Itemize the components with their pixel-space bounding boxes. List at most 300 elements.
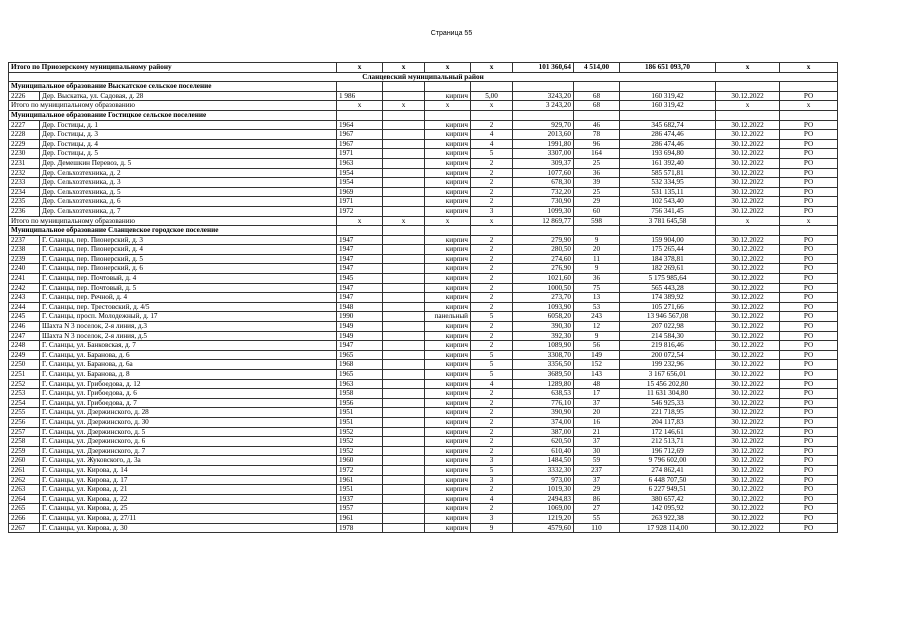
year-cell: 1951 bbox=[337, 417, 383, 427]
year-cell: 1961 bbox=[337, 475, 383, 485]
area-cell: 1219,20 bbox=[513, 513, 574, 523]
address-cell: Дер. Сельхозтехника, д. 3 bbox=[40, 178, 337, 188]
cost-cell: 182 269,61 bbox=[620, 264, 716, 274]
material-cell: панельный bbox=[425, 312, 471, 322]
table-row bbox=[9, 513, 838, 523]
year-cell: 1951 bbox=[337, 485, 383, 495]
repair-year-cell bbox=[383, 475, 425, 485]
area-cell: 620,50 bbox=[513, 437, 574, 447]
cost-cell: 207 022,98 bbox=[620, 322, 716, 332]
material-cell: кирпич bbox=[425, 274, 471, 284]
mode-cell: РО bbox=[780, 312, 838, 322]
table-row bbox=[9, 331, 838, 341]
residents-cell: 110 bbox=[574, 523, 620, 533]
residents-cell: 46 bbox=[574, 120, 620, 130]
table-row bbox=[9, 322, 838, 332]
date-cell: 30.12.2022 bbox=[716, 456, 780, 466]
year-cell: 1947 bbox=[337, 245, 383, 255]
section-total-row bbox=[9, 101, 838, 111]
address-cell: Г. Сланцы, пер. Пионерский, д. 4 bbox=[40, 245, 337, 255]
date-cell: 30.12.2022 bbox=[716, 408, 780, 418]
area-cell: 973,00 bbox=[513, 475, 574, 485]
address-cell: Г. Сланцы, ул. Кирова, д. 27/11 bbox=[40, 513, 337, 523]
mode-cell: РО bbox=[780, 331, 838, 341]
row-number: 2253 bbox=[9, 389, 40, 399]
date-cell: 30.12.2022 bbox=[716, 360, 780, 370]
address-cell: Г. Сланцы, ул. Грибоедова, д. 6 bbox=[40, 389, 337, 399]
empty-cell bbox=[471, 110, 513, 120]
repair-year-cell bbox=[383, 494, 425, 504]
mode-cell: РО bbox=[780, 523, 838, 533]
cost-cell: 159 904,00 bbox=[620, 235, 716, 245]
area-cell: 732,20 bbox=[513, 187, 574, 197]
cost-cell: 756 341,45 bbox=[620, 206, 716, 216]
date-cell: 30.12.2022 bbox=[716, 465, 780, 475]
material-cell: кирпич bbox=[425, 446, 471, 456]
table-row bbox=[9, 302, 838, 312]
floors-cell: 2 bbox=[471, 398, 513, 408]
mode-cell: РО bbox=[780, 187, 838, 197]
area-cell: 1099,30 bbox=[513, 206, 574, 216]
area-cell: 730,90 bbox=[513, 197, 574, 207]
residents-cell: 53 bbox=[574, 302, 620, 312]
year-cell: 1954 bbox=[337, 178, 383, 188]
repair-year-cell bbox=[383, 149, 425, 159]
year-cell: 1964 bbox=[337, 120, 383, 130]
floors-cell: 5 bbox=[471, 350, 513, 360]
table-row bbox=[9, 91, 838, 101]
cost-cell: 212 513,71 bbox=[620, 437, 716, 447]
mode-cell: РО bbox=[780, 504, 838, 514]
floors-cell: 2 bbox=[471, 158, 513, 168]
residents-cell: 78 bbox=[574, 130, 620, 140]
empty-cell bbox=[716, 226, 780, 236]
cost-cell: 263 922,38 bbox=[620, 513, 716, 523]
row-number: 2255 bbox=[9, 408, 40, 418]
row-number: 2245 bbox=[9, 312, 40, 322]
date-cell: 30.12.2022 bbox=[716, 168, 780, 178]
material-cell: кирпич bbox=[425, 513, 471, 523]
cost-cell: 142 095,92 bbox=[620, 504, 716, 514]
total-label: Итого по муниципальному образованию bbox=[9, 216, 337, 226]
residents-cell: 17 bbox=[574, 389, 620, 399]
area-cell: 2494,83 bbox=[513, 494, 574, 504]
floors-cell: 2 bbox=[471, 341, 513, 351]
row-number: 2265 bbox=[9, 504, 40, 514]
cost-cell: 531 135,11 bbox=[620, 187, 716, 197]
table-cell: 12 869,77 bbox=[513, 216, 574, 226]
table-cell: 160 319,42 bbox=[620, 101, 716, 111]
repair-year-cell bbox=[383, 293, 425, 303]
table-row bbox=[9, 427, 838, 437]
address-cell: Г. Сланцы, ул. Кирова, д. 17 bbox=[40, 475, 337, 485]
residents-cell: 56 bbox=[574, 341, 620, 351]
table-cell: 3 243,20 bbox=[513, 101, 574, 111]
date-cell: 30.12.2022 bbox=[716, 139, 780, 149]
date-cell: 30.12.2022 bbox=[716, 274, 780, 284]
year-cell: 1965 bbox=[337, 350, 383, 360]
floors-cell: 2 bbox=[471, 485, 513, 495]
date-cell: 30.12.2022 bbox=[716, 331, 780, 341]
year-cell: 1947 bbox=[337, 235, 383, 245]
floors-cell: 2 bbox=[471, 120, 513, 130]
row-number: 2248 bbox=[9, 341, 40, 351]
residents-cell: 59 bbox=[574, 456, 620, 466]
floors-cell: 2 bbox=[471, 302, 513, 312]
empty-cell bbox=[620, 226, 716, 236]
address-cell: Г. Сланцы, ул. Баранова, д. 8 bbox=[40, 370, 337, 380]
year-cell: 1954 bbox=[337, 168, 383, 178]
year-cell: 1990 bbox=[337, 312, 383, 322]
year-cell: 1969 bbox=[337, 187, 383, 197]
mode-cell: РО bbox=[780, 91, 838, 101]
section-title-row bbox=[9, 110, 838, 120]
date-cell: 30.12.2022 bbox=[716, 504, 780, 514]
table-cell: x bbox=[780, 216, 838, 226]
material-cell: кирпич bbox=[425, 139, 471, 149]
row-number: 2230 bbox=[9, 149, 40, 159]
area-cell: 1484,50 bbox=[513, 456, 574, 466]
residents-cell: 11 bbox=[574, 254, 620, 264]
table-row bbox=[9, 312, 838, 322]
cost-cell: 219 816,46 bbox=[620, 341, 716, 351]
repair-year-cell bbox=[383, 465, 425, 475]
residents-cell: 9 bbox=[574, 331, 620, 341]
area-cell: 1021,60 bbox=[513, 274, 574, 284]
table-row bbox=[9, 475, 838, 485]
floors-cell: 2 bbox=[471, 331, 513, 341]
table-row bbox=[9, 158, 838, 168]
material-cell: кирпич bbox=[425, 465, 471, 475]
date-cell: 30.12.2022 bbox=[716, 437, 780, 447]
year-cell: 1947 bbox=[337, 254, 383, 264]
area-cell: 280,50 bbox=[513, 245, 574, 255]
year-cell: 1965 bbox=[337, 370, 383, 380]
empty-cell bbox=[337, 82, 383, 92]
year-cell: 1947 bbox=[337, 283, 383, 293]
residents-cell: 20 bbox=[574, 245, 620, 255]
table-cell: x bbox=[716, 101, 780, 111]
material-cell: кирпич bbox=[425, 437, 471, 447]
year-cell: 1958 bbox=[337, 389, 383, 399]
table-row bbox=[9, 389, 838, 399]
year-cell: 1952 bbox=[337, 427, 383, 437]
row-number: 2252 bbox=[9, 379, 40, 389]
table-cell: x bbox=[780, 101, 838, 111]
residents-cell: 25 bbox=[574, 158, 620, 168]
area-cell: 776,10 bbox=[513, 398, 574, 408]
address-cell: Г. Сланцы, ул. Баранова, д. 6 bbox=[40, 350, 337, 360]
table-row bbox=[9, 197, 838, 207]
cost-cell: 13 946 567,08 bbox=[620, 312, 716, 322]
residents-cell: 20 bbox=[574, 408, 620, 418]
table-body bbox=[9, 63, 838, 533]
floors-cell: 2 bbox=[471, 293, 513, 303]
mode-cell: РО bbox=[780, 293, 838, 303]
residents-cell: 9 bbox=[574, 235, 620, 245]
table-row bbox=[9, 120, 838, 130]
repair-year-cell bbox=[383, 341, 425, 351]
area-cell: 929,70 bbox=[513, 120, 574, 130]
area-cell: 3307,00 bbox=[513, 149, 574, 159]
row-number: 2226 bbox=[9, 91, 40, 101]
floors-cell: 2 bbox=[471, 283, 513, 293]
area-cell: 1991,80 bbox=[513, 139, 574, 149]
repair-year-cell bbox=[383, 283, 425, 293]
mode-cell: РО bbox=[780, 341, 838, 351]
floors-cell: 5 bbox=[471, 312, 513, 322]
table-cell: x bbox=[337, 216, 383, 226]
table-cell: 68 bbox=[574, 101, 620, 111]
date-cell: 30.12.2022 bbox=[716, 254, 780, 264]
address-cell: Дер. Сельхозтехника, д. 2 bbox=[40, 168, 337, 178]
date-cell: 30.12.2022 bbox=[716, 370, 780, 380]
address-cell: Г. Сланцы, пер. Речной, д. 4 bbox=[40, 293, 337, 303]
area-cell: 1077,60 bbox=[513, 168, 574, 178]
table-row bbox=[9, 370, 838, 380]
row-number: 2249 bbox=[9, 350, 40, 360]
year-cell: 1968 bbox=[337, 360, 383, 370]
housing-table bbox=[8, 62, 838, 533]
address-cell: Г. Сланцы, ул. Дзержинского, д. 30 bbox=[40, 417, 337, 427]
area-cell: 4579,60 bbox=[513, 523, 574, 533]
mode-cell: РО bbox=[780, 120, 838, 130]
floors-cell: 5 bbox=[471, 360, 513, 370]
year-cell: 1945 bbox=[337, 274, 383, 284]
material-cell: кирпич bbox=[425, 149, 471, 159]
repair-year-cell bbox=[383, 254, 425, 264]
material-cell: кирпич bbox=[425, 206, 471, 216]
table-row bbox=[9, 206, 838, 216]
date-cell: 30.12.2022 bbox=[716, 379, 780, 389]
table-row bbox=[9, 293, 838, 303]
date-cell: 30.12.2022 bbox=[716, 485, 780, 495]
residents-cell: 86 bbox=[574, 494, 620, 504]
empty-cell bbox=[425, 110, 471, 120]
residents-cell: 25 bbox=[574, 187, 620, 197]
table-row bbox=[9, 398, 838, 408]
mode-cell: РО bbox=[780, 370, 838, 380]
address-cell: Г. Сланцы, ул. Кирова, д. 14 bbox=[40, 465, 337, 475]
residents-cell: 9 bbox=[574, 264, 620, 274]
row-number: 2236 bbox=[9, 206, 40, 216]
residents-cell: 12 bbox=[574, 322, 620, 332]
address-cell: Г. Сланцы, пер. Трестовский, д. 4/5 bbox=[40, 302, 337, 312]
mode-cell: РО bbox=[780, 475, 838, 485]
mode-cell: РО bbox=[780, 437, 838, 447]
repair-year-cell bbox=[383, 130, 425, 140]
table-row bbox=[9, 187, 838, 197]
material-cell: кирпич bbox=[425, 417, 471, 427]
floors-cell: 2 bbox=[471, 264, 513, 274]
table-cell: 3 781 645,58 bbox=[620, 216, 716, 226]
material-cell: кирпич bbox=[425, 331, 471, 341]
mode-cell: РО bbox=[780, 235, 838, 245]
cost-cell: 565 443,28 bbox=[620, 283, 716, 293]
year-cell: 1947 bbox=[337, 293, 383, 303]
year-cell: 1947 bbox=[337, 341, 383, 351]
floors-cell: 3 bbox=[471, 456, 513, 466]
row-number: 2263 bbox=[9, 485, 40, 495]
residents-cell: 55 bbox=[574, 513, 620, 523]
cost-cell: 174 389,92 bbox=[620, 293, 716, 303]
date-cell: 30.12.2022 bbox=[716, 523, 780, 533]
table-cell: x bbox=[471, 63, 513, 73]
row-number: 2259 bbox=[9, 446, 40, 456]
date-cell: 30.12.2022 bbox=[716, 427, 780, 437]
empty-cell bbox=[383, 226, 425, 236]
mode-cell: РО bbox=[780, 254, 838, 264]
table-row bbox=[9, 485, 838, 495]
date-cell: 30.12.2022 bbox=[716, 350, 780, 360]
row-number: 2231 bbox=[9, 158, 40, 168]
address-cell: Г. Сланцы, ул. Банковская, д. 7 bbox=[40, 341, 337, 351]
year-cell: 1957 bbox=[337, 504, 383, 514]
empty-cell bbox=[425, 226, 471, 236]
empty-cell bbox=[471, 226, 513, 236]
date-cell: 30.12.2022 bbox=[716, 130, 780, 140]
table-row bbox=[9, 417, 838, 427]
cost-cell: 532 334,95 bbox=[620, 178, 716, 188]
address-cell: Дер. Гостицы, д. 4 bbox=[40, 139, 337, 149]
table-cell: x bbox=[471, 101, 513, 111]
floors-cell: 2 bbox=[471, 417, 513, 427]
year-cell: 1951 bbox=[337, 408, 383, 418]
date-cell: 30.12.2022 bbox=[716, 178, 780, 188]
repair-year-cell bbox=[383, 485, 425, 495]
table-row bbox=[9, 178, 838, 188]
district-total-row bbox=[9, 63, 838, 73]
mode-cell: РО bbox=[780, 398, 838, 408]
date-cell: 30.12.2022 bbox=[716, 417, 780, 427]
date-cell: 30.12.2022 bbox=[716, 206, 780, 216]
row-number: 2232 bbox=[9, 168, 40, 178]
floors-cell: 2 bbox=[471, 274, 513, 284]
year-cell: 1963 bbox=[337, 158, 383, 168]
mode-cell: РО bbox=[780, 139, 838, 149]
repair-year-cell bbox=[383, 408, 425, 418]
table-cell: x bbox=[337, 63, 383, 73]
material-cell: кирпич bbox=[425, 427, 471, 437]
date-cell: 30.12.2022 bbox=[716, 235, 780, 245]
material-cell: кирпич bbox=[425, 187, 471, 197]
address-cell: Г. Сланцы, ул. Грибоедова, д. 7 bbox=[40, 398, 337, 408]
cost-cell: 286 474,46 bbox=[620, 139, 716, 149]
cost-cell: 3 167 656,01 bbox=[620, 370, 716, 380]
table-row bbox=[9, 465, 838, 475]
repair-year-cell bbox=[383, 504, 425, 514]
floors-cell: 3 bbox=[471, 206, 513, 216]
section-title-row bbox=[9, 226, 838, 236]
date-cell: 30.12.2022 bbox=[716, 494, 780, 504]
area-cell: 1089,90 bbox=[513, 341, 574, 351]
year-cell: 1947 bbox=[337, 264, 383, 274]
row-number: 2262 bbox=[9, 475, 40, 485]
row-number: 2267 bbox=[9, 523, 40, 533]
floors-cell: 5 bbox=[471, 370, 513, 380]
mode-cell: РО bbox=[780, 456, 838, 466]
table-row bbox=[9, 350, 838, 360]
table-row bbox=[9, 494, 838, 504]
table-row bbox=[9, 523, 838, 533]
table-row bbox=[9, 274, 838, 284]
empty-cell bbox=[513, 226, 574, 236]
repair-year-cell bbox=[383, 350, 425, 360]
date-cell: 30.12.2022 bbox=[716, 398, 780, 408]
area-cell: 3243,20 bbox=[513, 91, 574, 101]
mode-cell: РО bbox=[780, 513, 838, 523]
mode-cell: РО bbox=[780, 408, 838, 418]
cost-cell: 105 271,66 bbox=[620, 302, 716, 312]
material-cell: кирпич bbox=[425, 120, 471, 130]
row-number: 2239 bbox=[9, 254, 40, 264]
row-number: 2260 bbox=[9, 456, 40, 466]
area-cell: 387,00 bbox=[513, 427, 574, 437]
table-row bbox=[9, 283, 838, 293]
cost-cell: 214 584,30 bbox=[620, 331, 716, 341]
date-cell: 30.12.2022 bbox=[716, 312, 780, 322]
floors-cell: 5 bbox=[471, 149, 513, 159]
area-cell: 1289,80 bbox=[513, 379, 574, 389]
year-cell: 1949 bbox=[337, 331, 383, 341]
material-cell: кирпич bbox=[425, 168, 471, 178]
floors-cell: 9 bbox=[471, 523, 513, 533]
area-cell: 276,90 bbox=[513, 264, 574, 274]
mode-cell: РО bbox=[780, 168, 838, 178]
table-cell: 101 360,64 bbox=[513, 63, 574, 73]
repair-year-cell bbox=[383, 197, 425, 207]
floors-cell: 2 bbox=[471, 235, 513, 245]
material-cell: кирпич bbox=[425, 494, 471, 504]
mode-cell: РО bbox=[780, 158, 838, 168]
empty-cell bbox=[513, 110, 574, 120]
total-label: Итого по Приозерскому муниципальному району bbox=[9, 63, 337, 73]
section-title: Муниципальное образование Гостицкое сельское поселение bbox=[9, 110, 337, 120]
section-title: Муниципальное образование Выскатское сельское поселение bbox=[9, 82, 337, 92]
empty-cell bbox=[620, 82, 716, 92]
repair-year-cell bbox=[383, 446, 425, 456]
year-cell: 1972 bbox=[337, 206, 383, 216]
area-cell: 1019,30 bbox=[513, 485, 574, 495]
residents-cell: 36 bbox=[574, 168, 620, 178]
floors-cell: 3 bbox=[471, 513, 513, 523]
mode-cell: РО bbox=[780, 302, 838, 312]
floors-cell: 2 bbox=[471, 446, 513, 456]
repair-year-cell bbox=[383, 302, 425, 312]
date-cell: 30.12.2022 bbox=[716, 283, 780, 293]
table-cell: x bbox=[471, 216, 513, 226]
repair-year-cell bbox=[383, 139, 425, 149]
material-cell: кирпич bbox=[425, 197, 471, 207]
residents-cell: 29 bbox=[574, 197, 620, 207]
residents-cell: 37 bbox=[574, 475, 620, 485]
total-label: Итого по муниципальному образованию bbox=[9, 101, 337, 111]
row-number: 2254 bbox=[9, 398, 40, 408]
cost-cell: 199 232,96 bbox=[620, 360, 716, 370]
address-cell: Г. Сланцы, ул. Дзержинского, д. 7 bbox=[40, 446, 337, 456]
repair-year-cell bbox=[383, 456, 425, 466]
floors-cell: 5 bbox=[471, 465, 513, 475]
year-cell: 1971 bbox=[337, 197, 383, 207]
cost-cell: 15 456 202,80 bbox=[620, 379, 716, 389]
year-cell: 1963 bbox=[337, 379, 383, 389]
material-cell: кирпич bbox=[425, 302, 471, 312]
repair-year-cell bbox=[383, 235, 425, 245]
district-header-row bbox=[9, 72, 838, 82]
residents-cell: 68 bbox=[574, 91, 620, 101]
row-number: 2266 bbox=[9, 513, 40, 523]
empty-cell bbox=[620, 110, 716, 120]
